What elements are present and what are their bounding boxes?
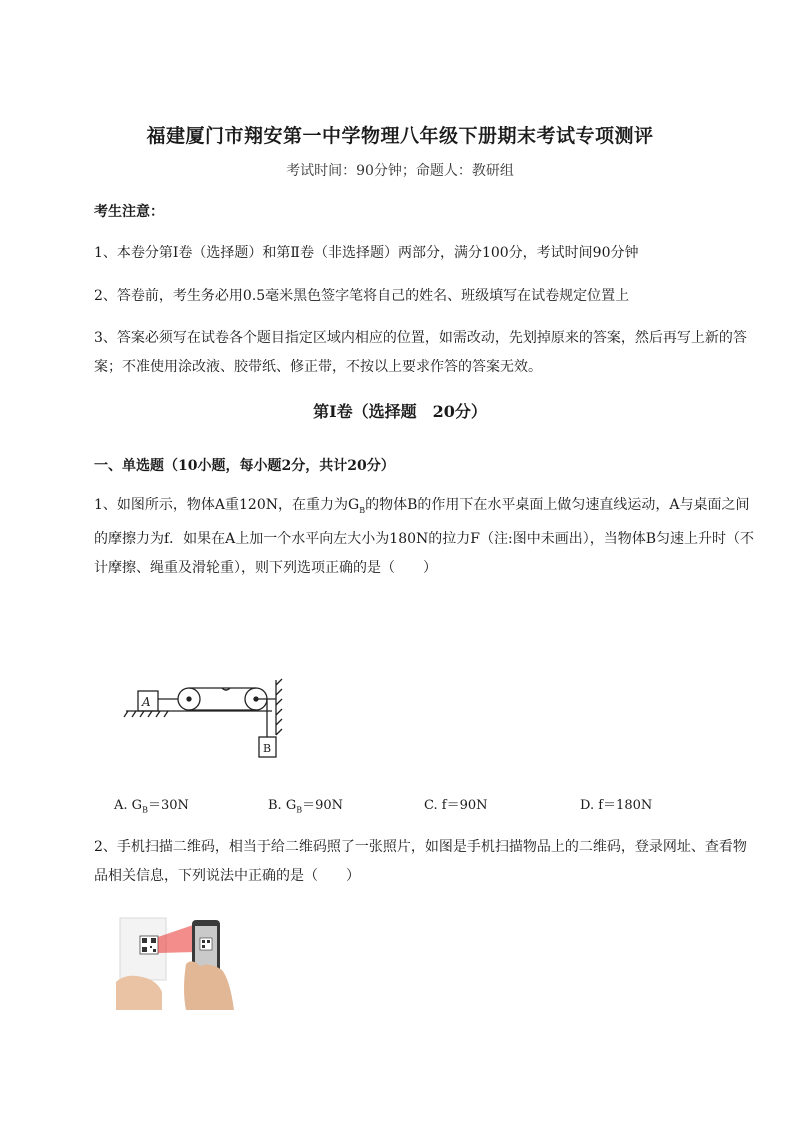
pulley-diagram	[122, 675, 292, 765]
notice-item-1: 1、本卷分第I卷（选择题）和第Ⅱ卷（非选择题）两部分，满分100分，考试时间90分钟	[94, 245, 639, 261]
exam-title: 福建厦门市翔安第一中学物理八年级下册期末考试专项测评	[146, 125, 654, 147]
part-heading: 一、单选题（10小题，每小题2分，共计20分）	[94, 458, 395, 474]
notice-heading: 考生注意：	[94, 204, 164, 220]
qr-code-icon	[140, 936, 158, 954]
question-1-body: 1、如图所示，物体A重120N，在重力为$G_B$的物体B的作用下在水平桌面上做匀速直线运动，A与桌面之间的摩擦力为f．如果在A上加一个水平向左大小为180N的拉力F（注:图中未画出），当物体B匀速上升时（不计摩擦、绳重及滑轮重），则下列选项正确的是（ ）	[94, 497, 754, 576]
notice-item-3: 3、答案必须写在试卷各个题目指定区域内相应的位置，如需改动，先划掉原来的答案，然后再写上新的答案；不准使用涂改液、胶带纸、修正带，不按以上要求作答的答案无效。	[94, 330, 747, 375]
option-a[interactable]: A. $G_B=30N$	[114, 798, 189, 815]
notice-item-2: 2、答卷前，考生务必用0.5毫米黑色签字笔将自己的姓名、班级填写在试卷规定位置上	[94, 288, 630, 304]
option-c[interactable]: C. f＝90N	[424, 798, 488, 813]
option-b[interactable]: B. $G_B=90N$	[268, 798, 344, 815]
qr-scan-photo	[112, 912, 237, 1010]
exam-subtitle: 考试时间：90分钟；命题人：教研组	[286, 163, 514, 179]
block-a-label: A	[142, 695, 151, 709]
question-2-text: 2、手机扫描二维码，相当于给二维码照了一张照片，如图是手机扫描物品上的二维码，登录网址、查看物品相关信息，下列说法中正确的是（ ）	[94, 839, 747, 884]
question-1-text	[94, 491, 754, 583]
option-d[interactable]: D. f＝180N	[580, 798, 653, 813]
block-b-label: B	[263, 742, 272, 755]
section-title: 第I卷（选择题 20分）	[313, 402, 487, 421]
